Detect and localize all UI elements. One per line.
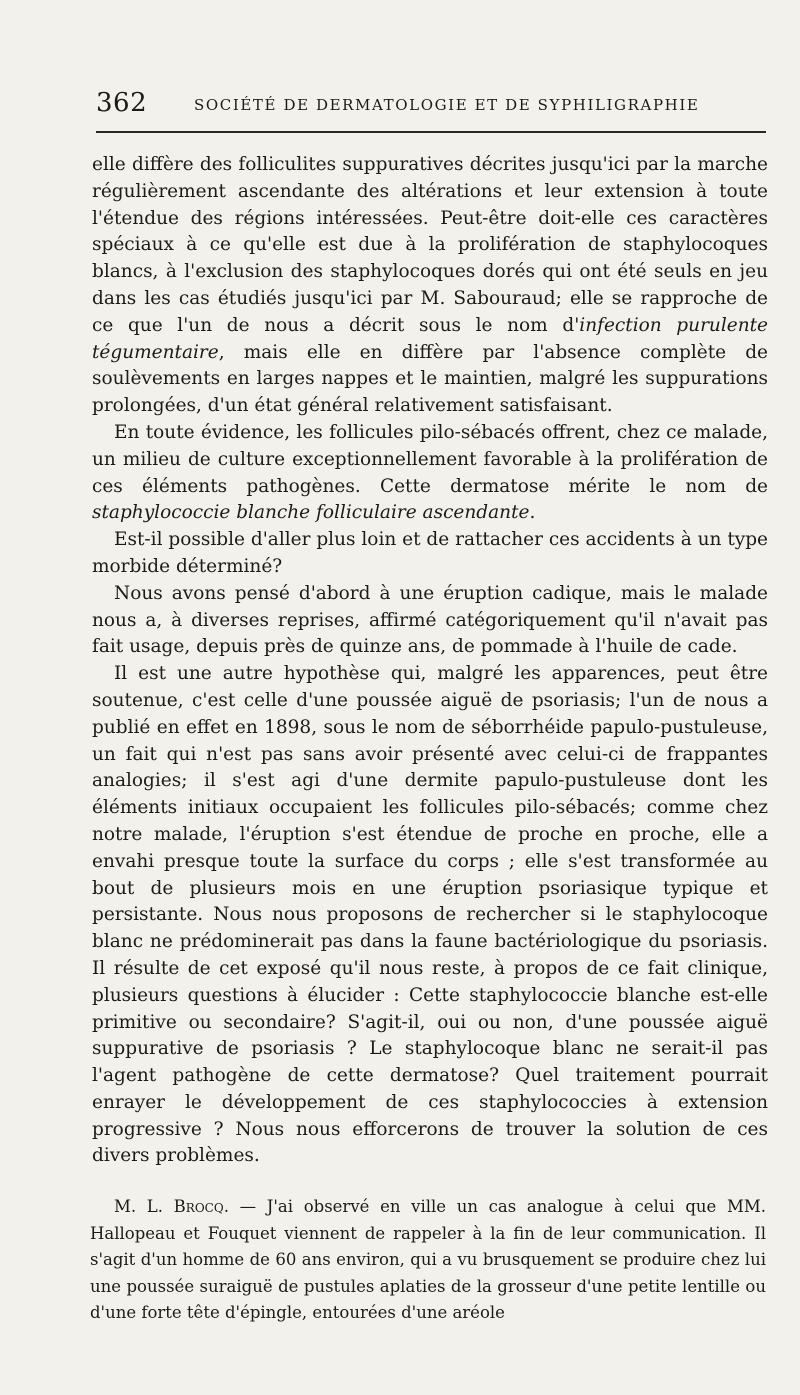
page-header — [96, 88, 766, 128]
italic-term-staphylococcie: staphylococcie blanche folliculaire ascendante — [92, 502, 530, 524]
running-title: SOCIÉTÉ DE DERMATOLOGIE ET DE SYPHILIGRAPHIE — [194, 96, 700, 114]
paragraph-3: Est-il possible d'aller plus loin et de rattacher ces accidents à un type morbide déterminé? — [92, 529, 768, 577]
paragraph-4: Nous avons pensé d'abord à une éruption cadique, mais le malade nous a, à diverses reprises, affirmé catégoriquement qu'il n'avait pas fait usage, depuis près de quinze ans, de pommade à l'huile de cade. — [92, 582, 768, 658]
paragraph-1: elle diffère des folliculites suppuratives décrites jusqu'ici par la marche régulièrement ascendante des altérations et leur extension à toute l'étendue des régions intéressées. Peut-être doit-elle ces caractères spéciaux à ce qu'elle est due à la prolifération de staphylocoques blancs, à l'exclusion des staphylocoques dorés qui ont été seuls en jeu dans les cas étudiés jusqu'ici par M. Sabouraud; elle se rapproche de ce que l'un de nous a décrit sous le nom d'infection purulente tégumentaire, mais elle en diffère par l'absence complète de soulèvements en larges nappes et le maintien, malgré les suppurations prolongées, d'un état général relativement satisfaisant. — [92, 154, 768, 417]
main-text — [92, 152, 768, 1170]
discussion-reply — [90, 1194, 766, 1327]
reply-paragraph — [90, 1194, 766, 1327]
header-rule — [96, 131, 766, 133]
paragraph-2: En toute évidence, les follicules pilo-sébacés offrent, chez ce malade, un milieu de culture exceptionnellement favorable à la prolifération de ces éléments pathogènes. Cette dermatose mérite le nom de staphylococcie blanche folliculaire ascendante. — [92, 421, 768, 524]
italic-term-infection: infection purulente tégumentaire — [92, 314, 768, 363]
speaker-name: M. L. Brocq. — [114, 1197, 229, 1216]
reply-text: — J'ai observé en ville un cas analogue à celui que MM. Hallopeau et Fouquet viennent de rappeler à la fin de leur communication. Il s'agit d'un homme de 60 ans environ, qui a vu brusquement se produire chez lui une poussée suraiguë de pustules aplaties de la grosseur d'une petite lentille ou d'une forte tête d'épingle, entourées d'une aréole — [90, 1197, 766, 1323]
page-number: 362 — [96, 88, 148, 118]
paragraph-5: Il est une autre hypothèse qui, malgré les apparences, peut être soutenue, c'est celle d'une poussée aiguë de psoriasis; l'un de nous a publié en effet en 1898, sous le nom de séborrhéide papulo-pustuleuse, un fait qui n'est pas sans avoir présenté avec celui-ci de frappantes analogies; il s'est agi d'une dermite papulo-pustuleuse dont les éléments initiaux occupaient les follicules pilo-sébacés; comme chez notre malade, l'éruption s'est étendue de proche en proche, elle a envahi presque toute la surface du corps ; elle s'est transformée au bout de plusieurs mois en une éruption psoriasique typique et persistante. Nous nous proposons de rechercher si le staphylocoque blanc ne prédominerait pas dans la faune bactériologique du psoriasis. Il résulte de cet exposé qu'il nous reste, à propos de ce fait clinique, plusieurs questions à élucider : Cette staphylococcie blanche est-elle primitive ou secondaire? S'agit-il, oui ou non, d'une poussée aiguë suppurative de psoriasis ? Le staphylocoque blanc ne serait-il pas l'agent pathogène de cette dermatose? Quel traitement pourrait enrayer le développement de ces staphylococcies à extension progressive ? Nous nous efforcerons de trouver la solution de ces divers problèmes. — [92, 663, 768, 1167]
